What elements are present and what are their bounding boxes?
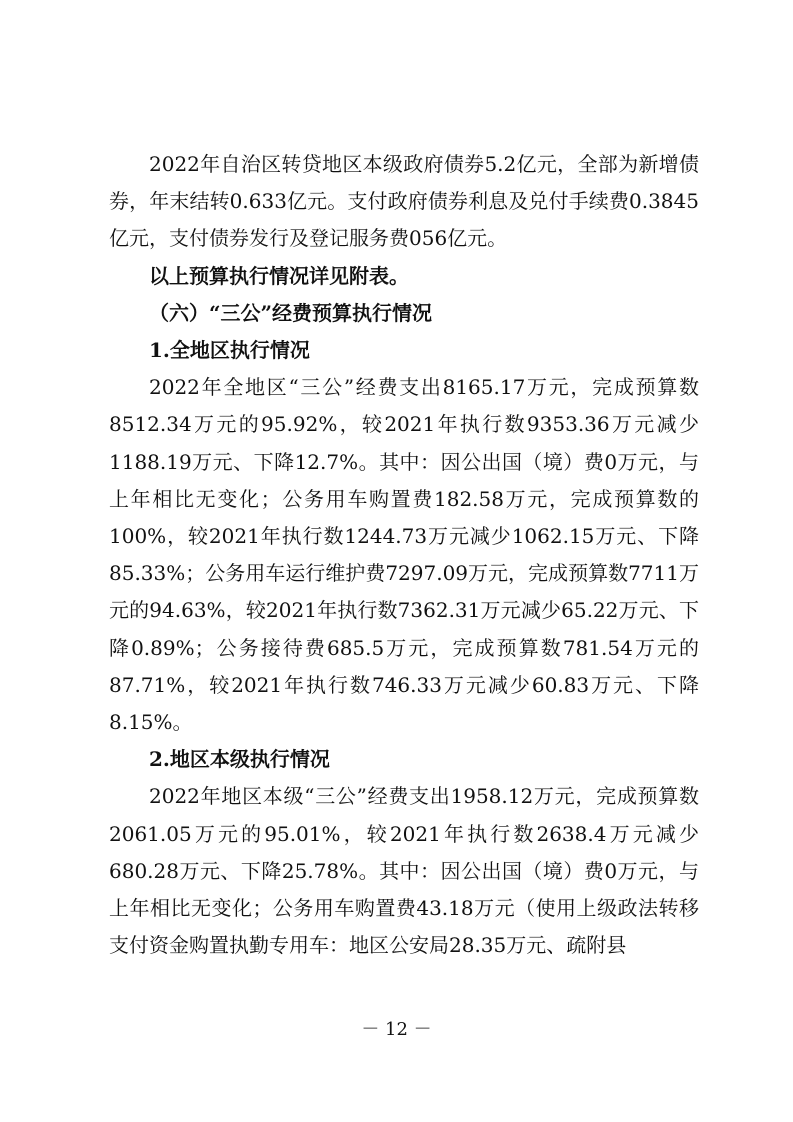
paragraph-bond-transfer: 2022年自治区转贷地区本级政府债券5.2亿元，全部为新增债券，年末结转0.633亿元。支付政府债券利息及兑付手续费0.3845亿元，支付债券发行及登记服务费056亿元。 [109, 152, 699, 251]
paragraph-region-wide-detail: 2022年全地区“三公”经费支出8165.17万元，完成预算数8512.34万元的95.92%，较2021年执行数9353.36万元减少1188.19万元、下降12.7%。其中：因公出国（境）费0万元，与上年相比无变化；公务用车购置费182.58万元，完成预算数的100%，较2021年执行数1244.73万元减少1062.15万元、下降85.33%；公务用车运行维护费7297.09万元，完成预算数7711万元的94.63%，较2021年执行数7362.31万元减少65.22万元、下降0.89%；公务接待费685.5万元，完成预算数781.54万元的87.71%，较2021年执行数746.33万元减少60.83万元、下降8.15%。 [109, 375, 699, 735]
subheading-region-level: 2.地区本级执行情况 [149, 747, 330, 772]
paragraph-see-appendix: 以上预算执行情况详见附表。 [149, 263, 409, 288]
paragraph-region-level-detail: 2022年地区本级“三公”经费支出1958.12万元，完成预算数2061.05万元的95.01%，较2021年执行数2638.4万元减少680.28万元、下降25.78%。其中：因公出国（境）费0万元，与上年相比无变化；公务用车购置费43.18万元（使用上级政法转移支付资金购置执勤专用车：地区公安局28.35万元、疏附县 [109, 784, 699, 958]
document-body [109, 146, 699, 964]
section-heading-three-public: （六）“三公”经费预算执行情况 [149, 300, 433, 325]
subheading-region-wide: 1.全地区执行情况 [149, 338, 310, 363]
page-number: － 12 － [361, 1019, 432, 1040]
